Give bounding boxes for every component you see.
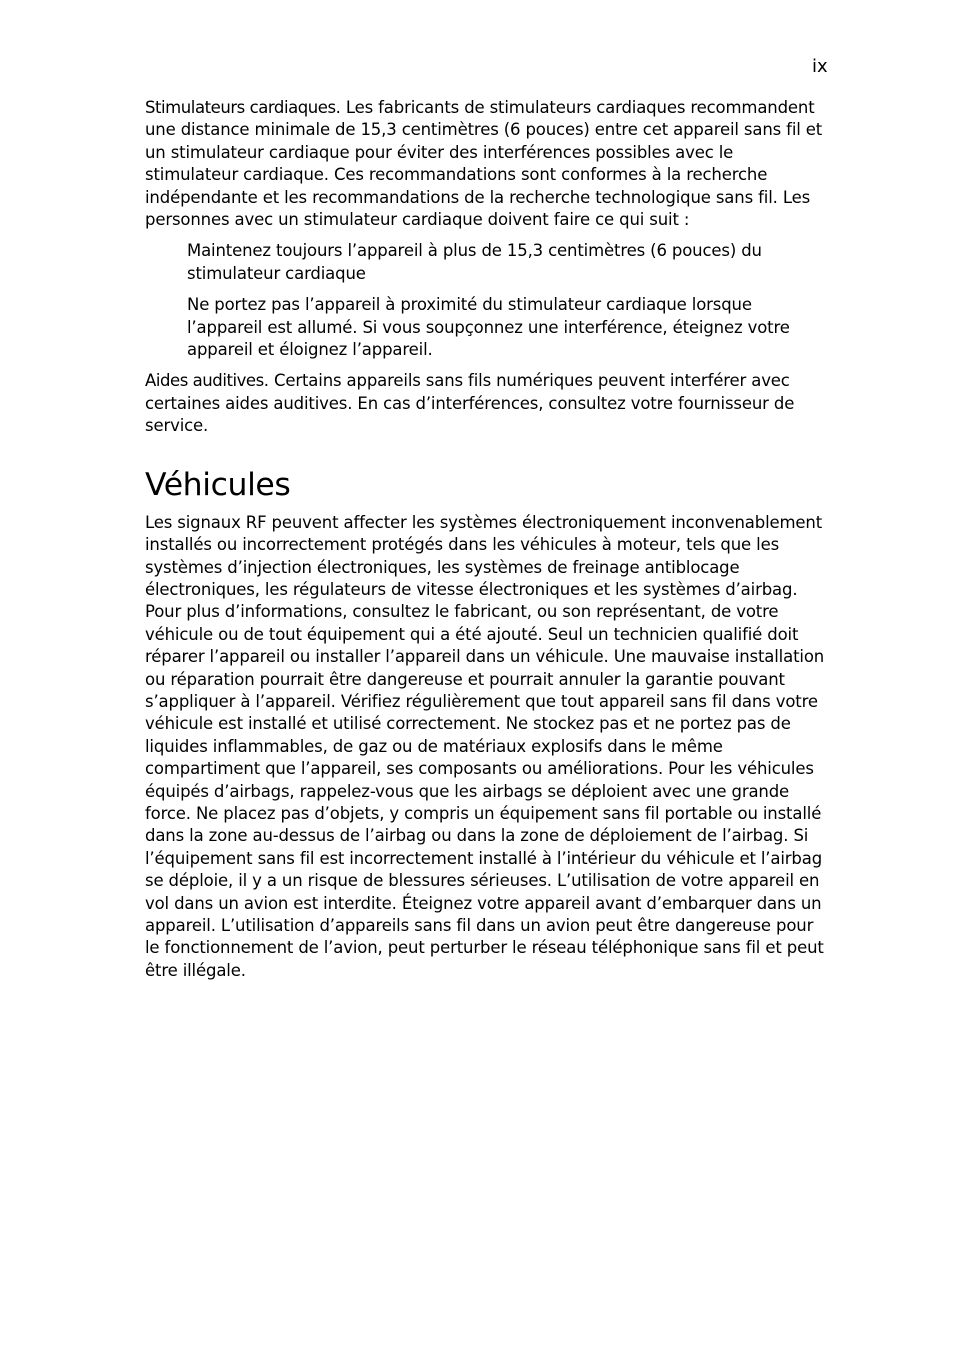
- pacemakers-item-2: Ne portez pas l’appareil à proximité du stimulateur cardiaque lorsque l’appareil est allumé. Si vous soupçonnez une interférence, éteignez votre appareil et éloignez l’appareil.: [187, 295, 790, 360]
- page-number: ix: [812, 56, 828, 77]
- hearing-aids-text: . Certains appareils sans fils numériques peuvent interférer avec certaines aides auditives. En cas d’interférences, consultez votre fournisseur de service.: [145, 371, 795, 436]
- pacemakers-text: . Les fabricants de stimulateurs cardiaques recommandent une distance minimale de 15,3 centimètres (6 pouces) entre cet appareil sans fil et un stimulateur cardiaque pour éviter des interférences possibles avec le stimulateur cardiaque. Ces recommandations sont conformes à la recherche indépendante et les recommandations de la recherche technologique sans fil. Les personnes avec un stimulateur cardiaque doivent faire ce qui suit :: [145, 98, 823, 230]
- vehicles-paragraph: Les signaux RF peuvent affecter les systèmes électroniquement inconvenablement installés ou incorrectement protégés dans les véhicules à moteur, tels que les systèmes d’injection électroniques, les systèmes de freinage antiblocage électroniques, les régulateurs de vitesse électroniques et les systèmes d’airbag. Pour plus d’informations, consultez le fabricant, ou son représentant, de votre véhicule ou de tout équipement qui a été ajouté. Seul un technicien qualifié doit réparer l’appareil ou installer l’appareil dans un véhicule. Une mauvaise installation ou réparation pourrait être dangereuse et pourrait annuler la garantie pouvant s’appliquer à l’appareil. Vérifiez régulièrement que tout appareil sans fil dans votre véhicule est installé et utilisé correctement. Ne stockez pas et ne portez pas de liquides inflammables, de gaz ou de matériaux explosifs dans le même compartiment que l’appareil, ses composants ou améliorations. Pour les véhicules équipés d’airbags, rappelez-vous que les airbags se déploient avec une grande force. Ne placez pas d’objets, y compris un équipement sans fil portable ou installé dans la zone au-dessus de l’airbag ou dans la zone de déploiement de l’airbag. Si l’équipement sans fil est incorrectement installé à l’intérieur du véhicule et l’airbag se déploie, il y a un risque de blessures sérieuses. L’utilisation de votre appareil en vol dans un avion est interdite. Éteignez votre appareil avant d’embarquer dans un appareil. L’utilisation d’appareils sans fil dans un avion peut être dangereuse pour le fonctionnement de l’avion, peut perturber le réseau téléphonique sans fil et peut être illégale.: [145, 512, 825, 980]
- hearing-aids-term: Aides auditives: [145, 371, 264, 391]
- page-content: [145, 97, 830, 982]
- vehicles-heading: Véhicules: [145, 466, 291, 503]
- pacemakers-term: Stimulateurs cardiaques: [145, 98, 336, 117]
- hearing-aids-paragraph: [145, 370, 830, 437]
- pacemakers-paragraph: [145, 97, 830, 231]
- pacemakers-item-1: Maintenez toujours l’appareil à plus de 15,3 centimètres (6 pouces) du stimulateur cardiaque: [187, 241, 762, 283]
